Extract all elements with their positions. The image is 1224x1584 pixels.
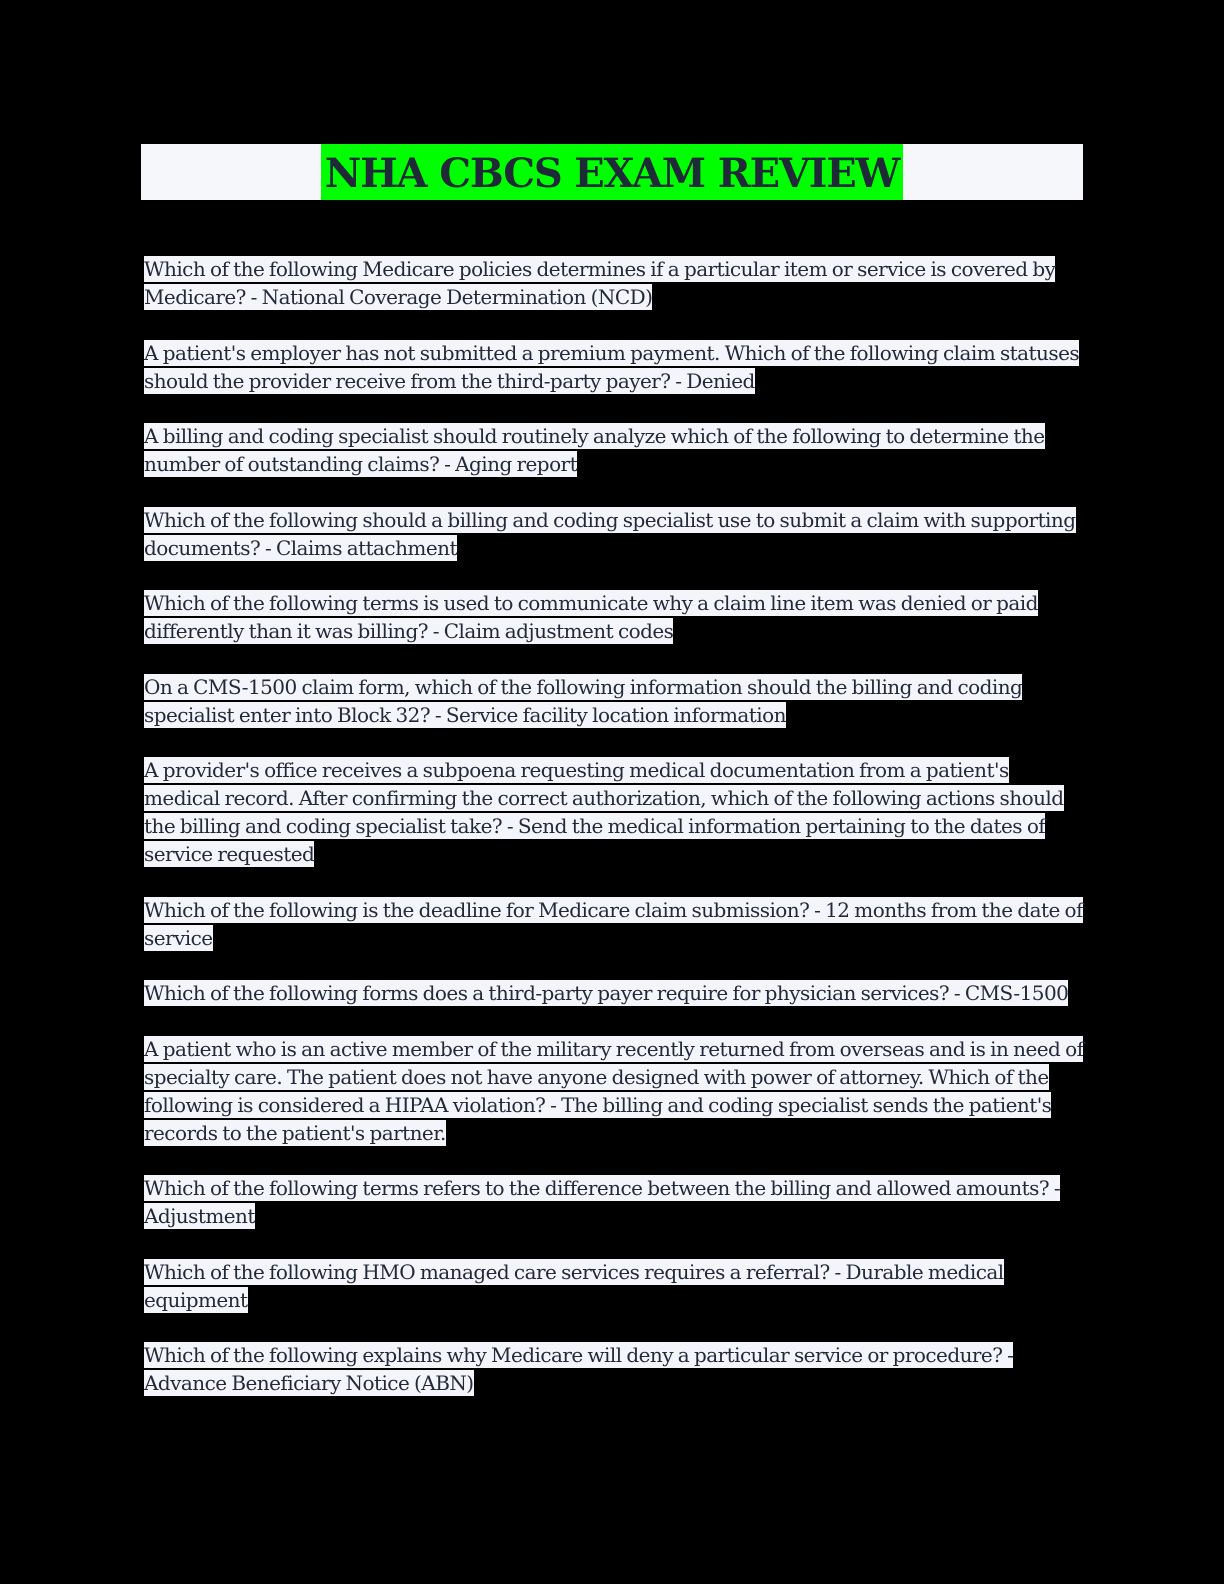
- qa-text: A provider's office receives a subpoena requesting medical documentation from a patient's medical record. After confirming the correct authorization, which of the following actions should the billing and coding specialist take? - Send the medical information pertaining to the dates of service requested: [144, 758, 1064, 866]
- qa-item: [144, 339, 1084, 395]
- qa-text: Which of the following forms does a third-party payer require for physician services? - CMS-1500: [144, 981, 1069, 1005]
- qa-item: [144, 1341, 1084, 1397]
- qa-text: Which of the following terms is used to communicate why a claim line item was denied or paid differently than it was billing? - Claim adjustment codes: [144, 591, 1038, 643]
- qa-item: [144, 255, 1084, 311]
- qa-text: A patient who is an active member of the military recently returned from overseas and is in need of specialty care. The patient does not have anyone designed with power of attorney. Which of the following is considered a HIPAA violation? - The billing and coding specialist sends the patient's records to the patient's partner.: [144, 1036, 1084, 1145]
- qa-item: [144, 1035, 1084, 1147]
- qa-text: Which of the following HMO managed care services requires a referral? - Durable medical equipment: [144, 1259, 1004, 1312]
- qa-text: A billing and coding specialist should routinely analyze which of the following to determine the number of outstanding claims? - Aging report: [144, 424, 1045, 476]
- qa-item: [144, 506, 1084, 562]
- qa-text: Which of the following is the deadline for Medicare claim submission? - 12 months from the date of service: [144, 897, 1083, 950]
- qa-text: A patient's employer has not submitted a premium payment. Which of the following claim statuses should the provider receive from the third-party payer? - Denied: [144, 340, 1080, 393]
- qa-text: Which of the following should a billing and coding specialist use to submit a claim with supporting documents? - Claims attachment: [144, 507, 1076, 560]
- qa-item: [144, 756, 1084, 868]
- qa-list: [144, 255, 1084, 1425]
- qa-item: [144, 422, 1084, 478]
- qa-text: Which of the following explains why Medicare will deny a particular service or procedure? - Advance Beneficiary Notice (ABN): [144, 1343, 1014, 1395]
- qa-item: [144, 1174, 1084, 1230]
- qa-item: [144, 589, 1084, 645]
- qa-text: On a CMS-1500 claim form, which of the following information should the billing and coding specialist enter into Block 32? - Service facility location information: [144, 674, 1023, 727]
- qa-item: [144, 896, 1084, 952]
- qa-text: Which of the following Medicare policies determines if a particular item or service is covered by Medicare? - National Coverage Determination (NCD): [144, 257, 1056, 309]
- title-banner: [141, 144, 1083, 200]
- qa-text: Which of the following terms refers to the difference between the billing and allowed amounts? - Adjustment: [144, 1176, 1061, 1228]
- qa-item: [144, 673, 1084, 729]
- document-title: NHA CBCS EXAM REVIEW: [321, 144, 904, 200]
- qa-item: [144, 979, 1084, 1007]
- qa-item: [144, 1258, 1084, 1314]
